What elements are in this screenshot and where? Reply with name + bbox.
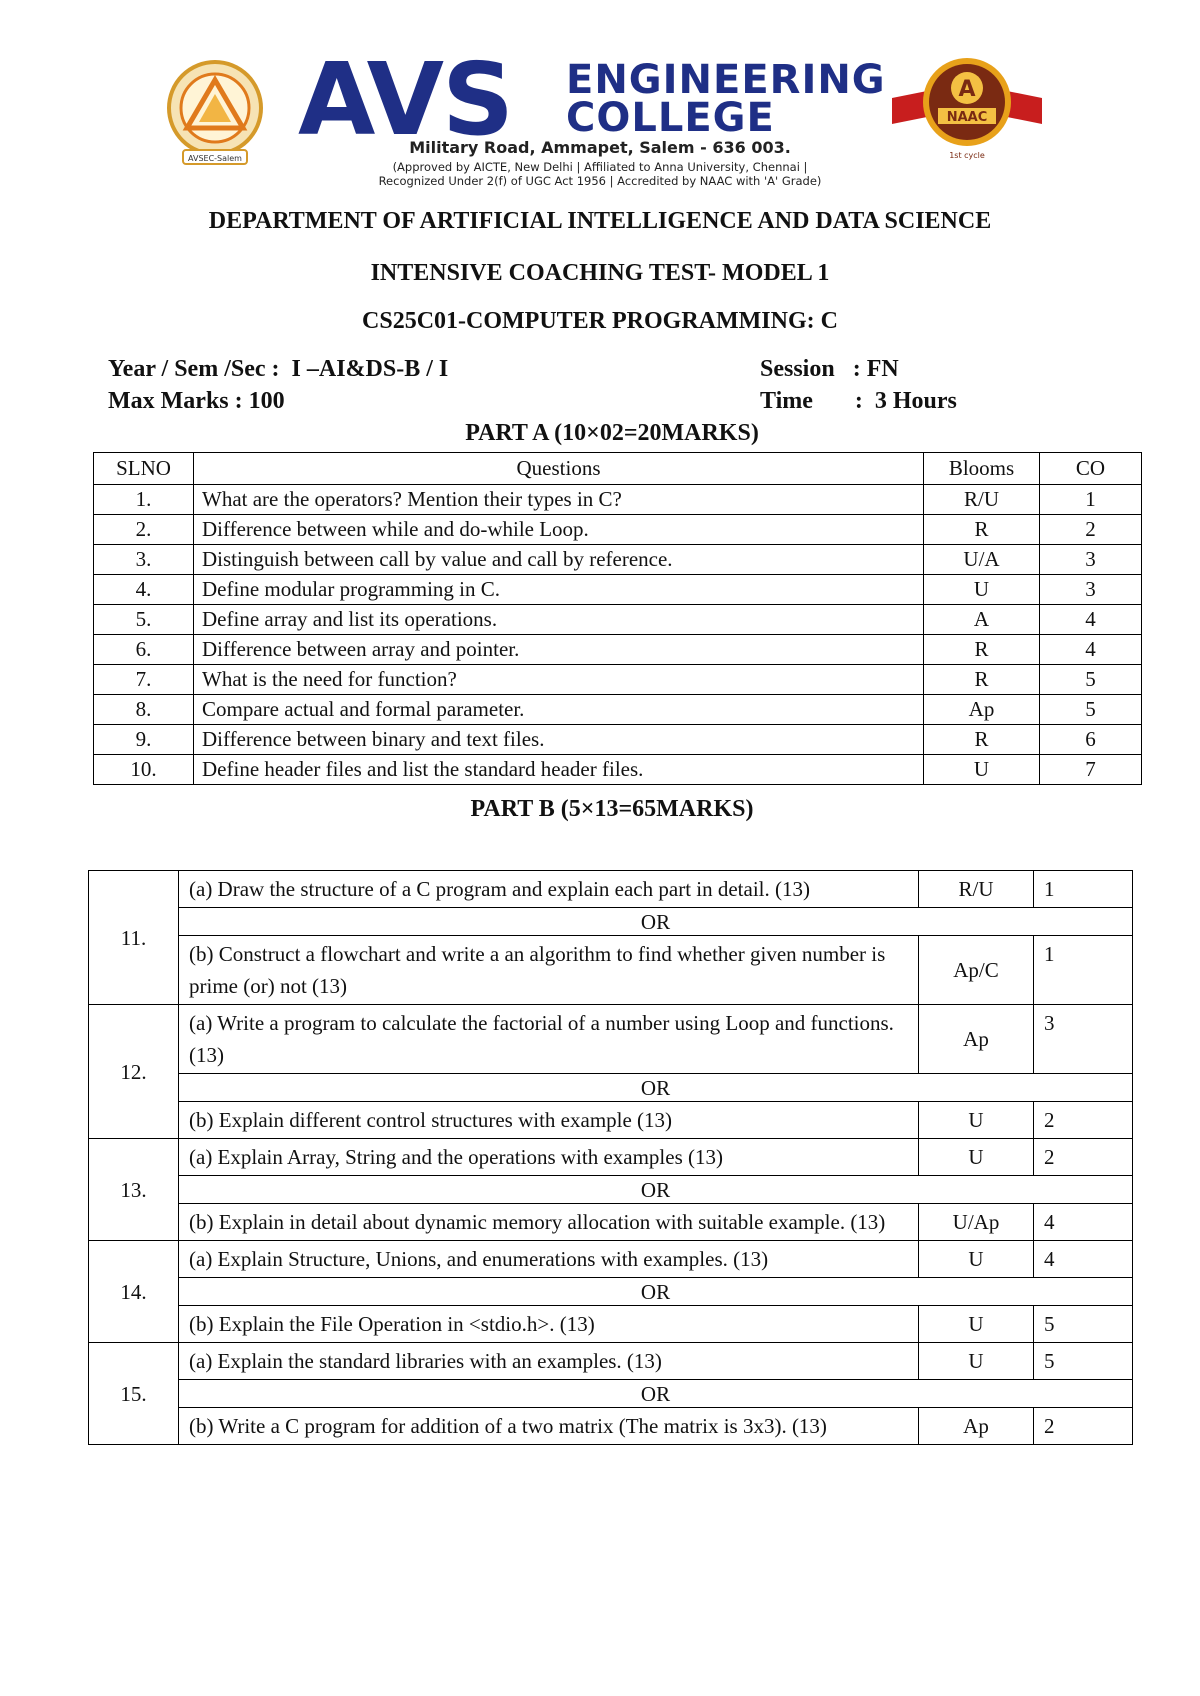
course-outcome: 5 <box>1034 1343 1133 1380</box>
or-separator: OR <box>179 908 1133 936</box>
year-sem-sec: Year / Sem /Sec : I –AI&DS-B / I <box>108 356 449 382</box>
course-outcome: 6 <box>1040 725 1142 755</box>
question-text: Define header files and list the standard header files. <box>194 755 924 785</box>
or-separator: OR <box>179 1074 1133 1102</box>
question-number: 6. <box>94 635 194 665</box>
course-outcome: 2 <box>1034 1408 1133 1445</box>
blooms-level: U <box>919 1241 1034 1278</box>
emblem-label: AVSEC-Salem <box>188 154 242 163</box>
header-questions: Questions <box>194 453 924 485</box>
or-row <box>89 1380 1133 1408</box>
college-header <box>0 40 1200 200</box>
question-number: 4. <box>94 575 194 605</box>
course-outcome: 2 <box>1034 1139 1133 1176</box>
blooms-level: U <box>924 755 1040 785</box>
course-outcome: 3 <box>1034 1005 1133 1074</box>
question-number: 14. <box>89 1241 179 1343</box>
header-blooms: Blooms <box>924 453 1040 485</box>
question-text: Difference between while and do-while Loop. <box>194 515 924 545</box>
table-row <box>89 1241 1133 1278</box>
table-row <box>89 1139 1133 1176</box>
blooms-level: R <box>924 665 1040 695</box>
college-short-name: AVS <box>298 41 513 158</box>
table-row <box>89 1204 1133 1241</box>
subject-title: CS25C01-COMPUTER PROGRAMMING: C <box>362 308 838 334</box>
course-outcome: 5 <box>1034 1306 1133 1343</box>
table-row <box>89 936 1133 1005</box>
naac-grade: A <box>958 77 976 102</box>
course-outcome: 5 <box>1040 665 1142 695</box>
part-a-table <box>93 452 1142 785</box>
question-text: (b) Explain different control structures with example (13) <box>179 1102 919 1139</box>
naac-cycle: 1st cycle <box>949 151 985 160</box>
college-address: Military Road, Ammapet, Salem - 636 003. <box>409 138 791 157</box>
part-a-header-row <box>94 453 1142 485</box>
course-outcome: 1 <box>1034 871 1133 908</box>
header-co: CO <box>1040 453 1142 485</box>
approval-line-1: (Approved by AICTE, New Delhi | Affiliated to Anna University, Chennai | <box>392 160 808 174</box>
table-row <box>89 1343 1133 1380</box>
table-row <box>94 665 1142 695</box>
or-separator: OR <box>179 1278 1133 1306</box>
question-text: (b) Construct a flowchart and write a an algorithm to find whether given number is prime (or) not (13) <box>179 936 919 1005</box>
test-title: INTENSIVE COACHING TEST- MODEL 1 <box>370 260 830 286</box>
table-row <box>89 1102 1133 1139</box>
or-separator: OR <box>179 1380 1133 1408</box>
table-row <box>94 515 1142 545</box>
table-row <box>94 695 1142 725</box>
course-outcome: 4 <box>1040 605 1142 635</box>
question-text: (a) Explain Array, String and the operations with examples (13) <box>179 1139 919 1176</box>
table-row <box>89 1408 1133 1445</box>
course-outcome: 1 <box>1040 485 1142 515</box>
question-text: (a) Explain the standard libraries with an examples. (13) <box>179 1343 919 1380</box>
table-row <box>89 871 1133 908</box>
question-text: (b) Write a C program for addition of a two matrix (The matrix is 3x3). (13) <box>179 1408 919 1445</box>
or-separator: OR <box>179 1176 1133 1204</box>
table-row <box>89 1005 1133 1074</box>
college-name-line1: ENGINEERING <box>566 57 886 103</box>
time: Time : 3 Hours <box>760 388 957 414</box>
part-b-title: PART B (5×13=65MARKS) <box>470 796 754 822</box>
table-row <box>94 545 1142 575</box>
blooms-level: U <box>919 1139 1034 1176</box>
naac-label: NAAC <box>946 110 988 125</box>
question-number: 12. <box>89 1005 179 1139</box>
blooms-level: U/A <box>924 545 1040 575</box>
blooms-level: U <box>919 1102 1034 1139</box>
question-number: 5. <box>94 605 194 635</box>
question-number: 1. <box>94 485 194 515</box>
question-text: Difference between array and pointer. <box>194 635 924 665</box>
question-text: Define modular programming in C. <box>194 575 924 605</box>
course-outcome: 4 <box>1034 1204 1133 1241</box>
question-text: (b) Explain in detail about dynamic memory allocation with suitable example. (13) <box>179 1204 919 1241</box>
table-row <box>94 575 1142 605</box>
question-text: (a) Explain Structure, Unions, and enumerations with examples. (13) <box>179 1241 919 1278</box>
question-text: Define array and list its operations. <box>194 605 924 635</box>
blooms-level: Ap <box>919 1408 1034 1445</box>
or-row <box>89 1176 1133 1204</box>
blooms-level: R <box>924 635 1040 665</box>
blooms-level: U <box>919 1306 1034 1343</box>
table-row <box>94 725 1142 755</box>
blooms-level: R <box>924 515 1040 545</box>
blooms-level: R/U <box>924 485 1040 515</box>
blooms-level: A <box>924 605 1040 635</box>
table-row <box>94 485 1142 515</box>
question-number: 11. <box>89 871 179 1005</box>
table-row <box>94 635 1142 665</box>
question-text: Difference between binary and text files. <box>194 725 924 755</box>
question-text: Compare actual and formal parameter. <box>194 695 924 725</box>
blooms-level: U <box>924 575 1040 605</box>
question-number: 2. <box>94 515 194 545</box>
session: Session : FN <box>760 356 899 382</box>
question-text: Distinguish between call by value and call by reference. <box>194 545 924 575</box>
course-outcome: 4 <box>1040 635 1142 665</box>
blooms-level: Ap <box>924 695 1040 725</box>
question-text: (a) Write a program to calculate the factorial of a number using Loop and functions.(13) <box>179 1005 919 1074</box>
or-row <box>89 908 1133 936</box>
blooms-level: U/Ap <box>919 1204 1034 1241</box>
blooms-level: Ap <box>919 1005 1034 1074</box>
part-b-table <box>88 870 1133 1445</box>
question-number: 7. <box>94 665 194 695</box>
course-outcome: 3 <box>1040 545 1142 575</box>
question-number: 15. <box>89 1343 179 1445</box>
max-marks: Max Marks : 100 <box>108 388 285 414</box>
blooms-level: R <box>924 725 1040 755</box>
course-outcome: 5 <box>1040 695 1142 725</box>
question-number: 9. <box>94 725 194 755</box>
question-text: What are the operators? Mention their types in C? <box>194 485 924 515</box>
course-outcome: 1 <box>1034 936 1133 1005</box>
question-text: (b) Explain the File Operation in <stdio.h>. (13) <box>179 1306 919 1343</box>
question-number: 10. <box>94 755 194 785</box>
question-text: What is the need for function? <box>194 665 924 695</box>
course-outcome: 4 <box>1034 1241 1133 1278</box>
question-number: 8. <box>94 695 194 725</box>
blooms-level: Ap/C <box>919 936 1034 1005</box>
or-row <box>89 1278 1133 1306</box>
or-row <box>89 1074 1133 1102</box>
department-title: DEPARTMENT OF ARTIFICIAL INTELLIGENCE AND DATA SCIENCE <box>208 208 992 234</box>
blooms-level: U <box>919 1343 1034 1380</box>
table-row <box>89 1306 1133 1343</box>
blooms-level: R/U <box>919 871 1034 908</box>
course-outcome: 2 <box>1040 515 1142 545</box>
college-name-line2: COLLEGE <box>566 95 775 141</box>
course-outcome: 7 <box>1040 755 1142 785</box>
table-row <box>94 605 1142 635</box>
table-row <box>94 755 1142 785</box>
course-outcome: 2 <box>1034 1102 1133 1139</box>
part-a-title: PART A (10×02=20MARKS) <box>465 420 759 446</box>
approval-line-2: Recognized Under 2(f) of UGC Act 1956 | Accredited by NAAC with 'A' Grade) <box>378 174 822 188</box>
course-outcome: 3 <box>1040 575 1142 605</box>
header-slno: SLNO <box>94 453 194 485</box>
question-number: 3. <box>94 545 194 575</box>
question-text: (a) Draw the structure of a C program and explain each part in detail. (13) <box>179 871 919 908</box>
question-number: 13. <box>89 1139 179 1241</box>
